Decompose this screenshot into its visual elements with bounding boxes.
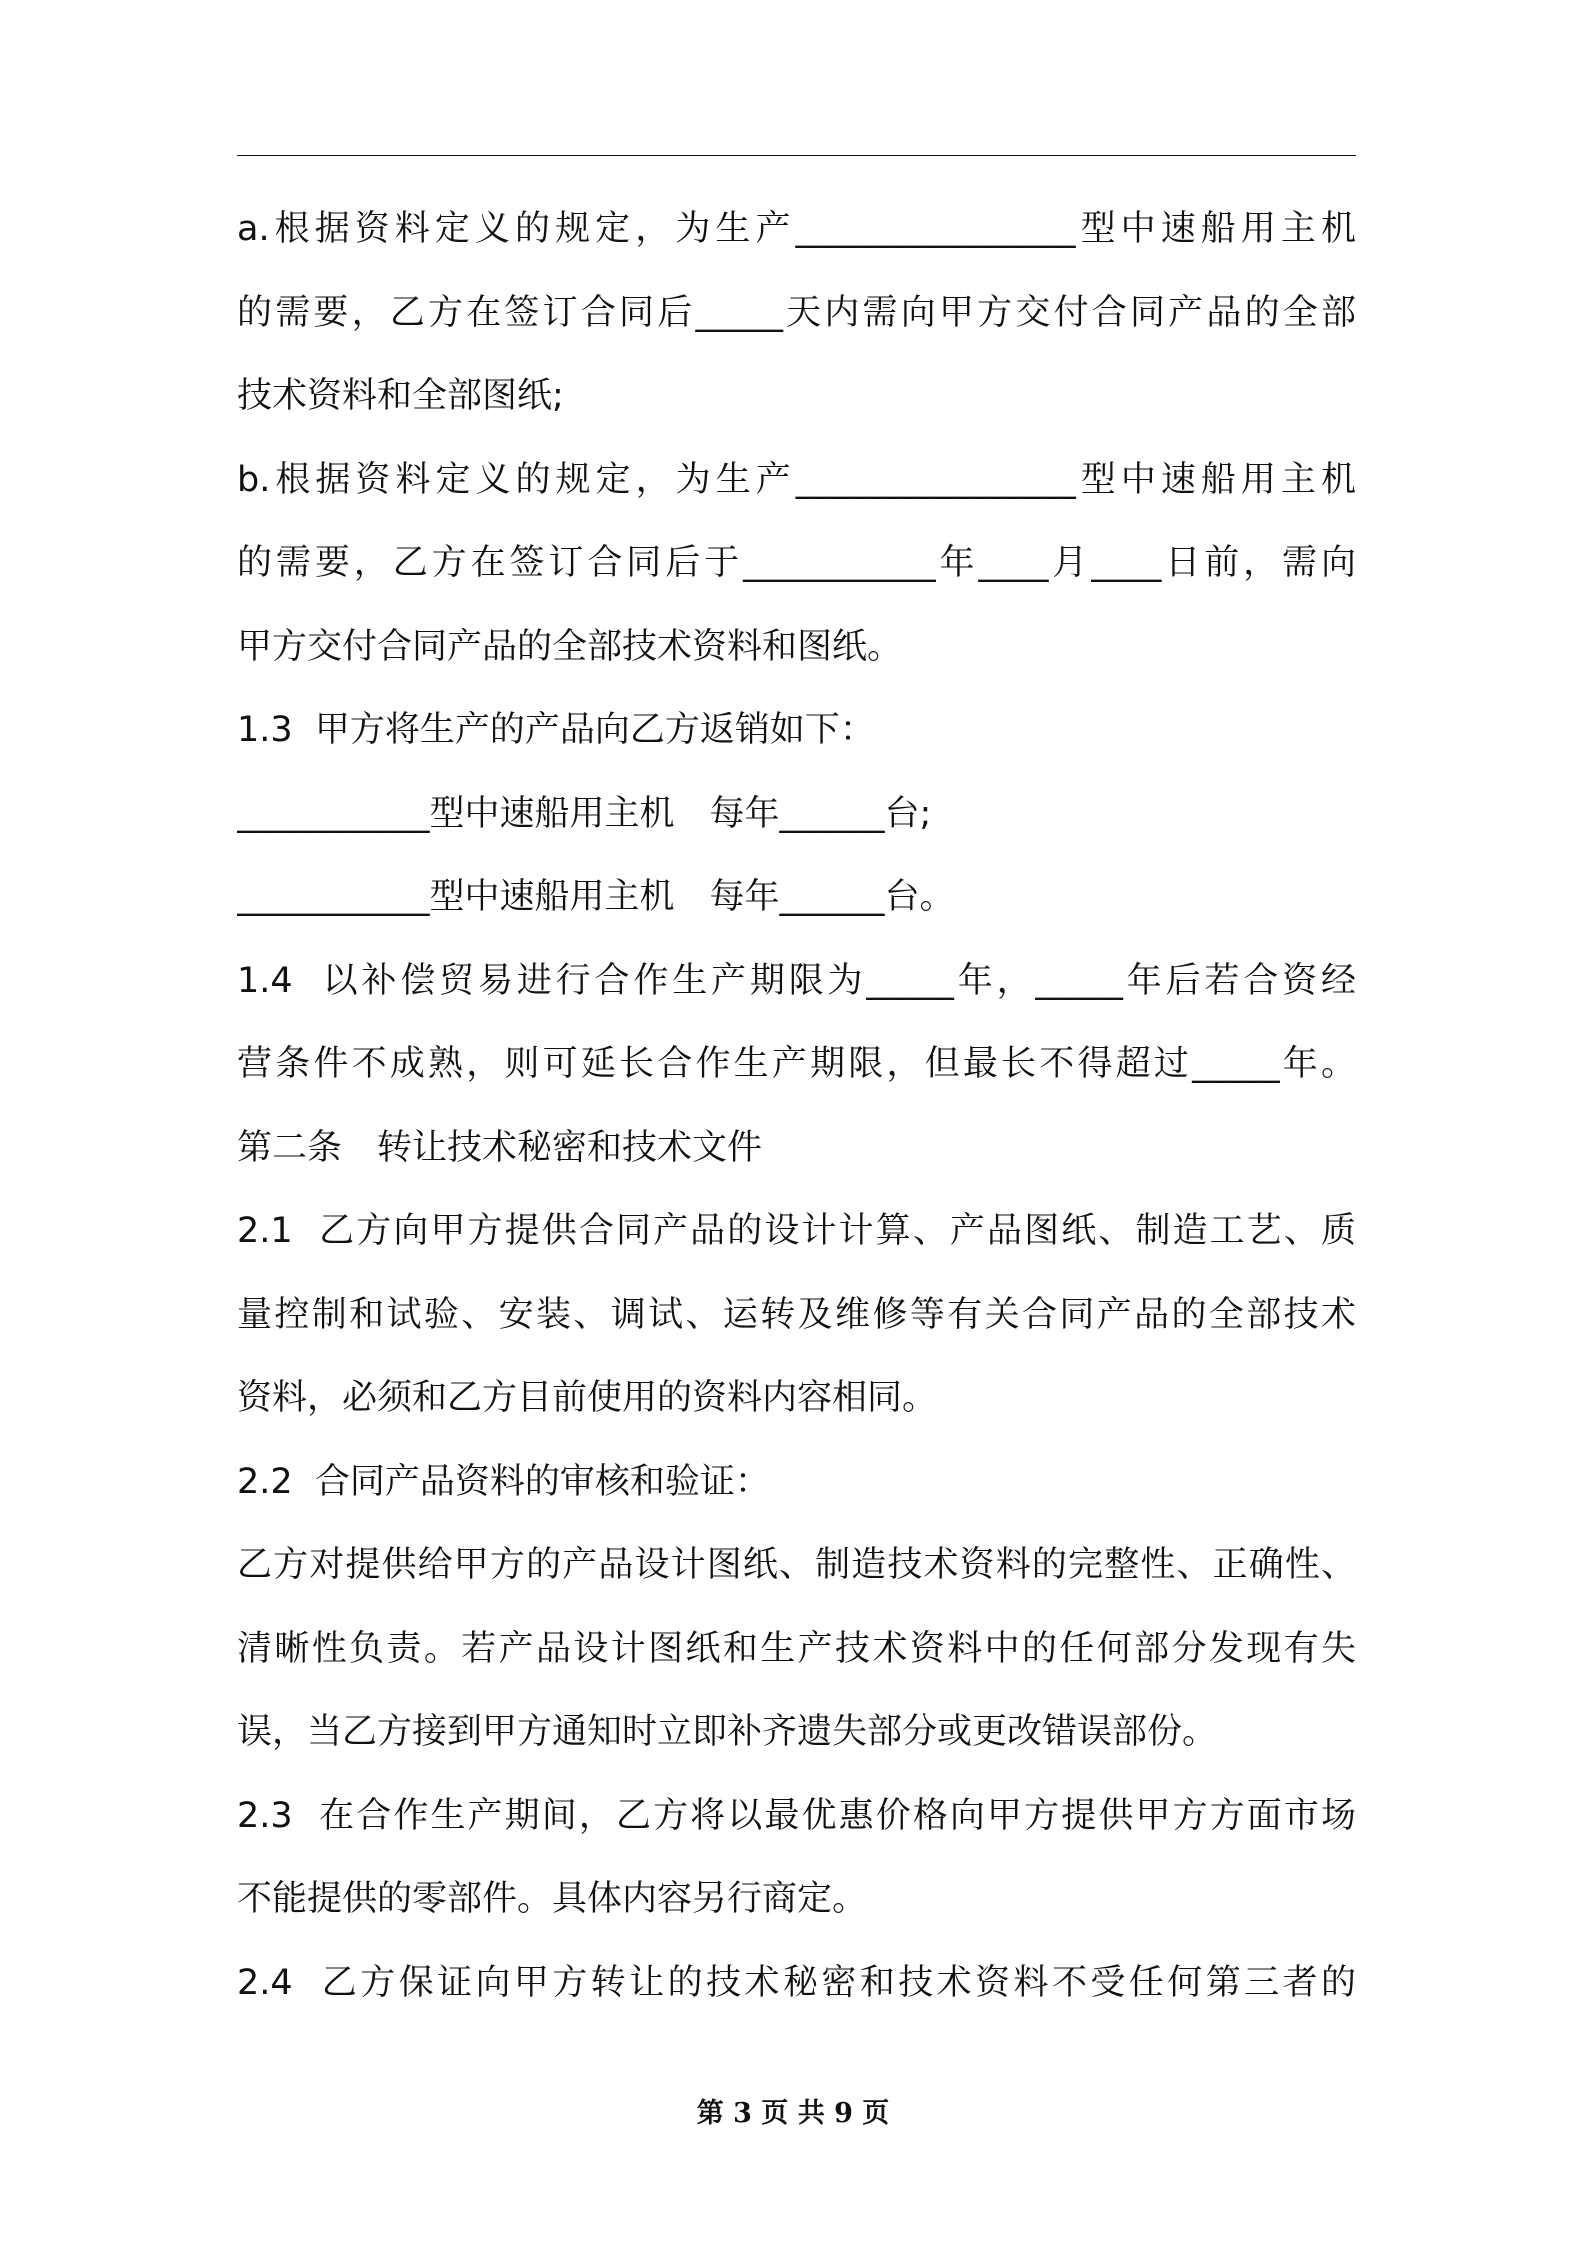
text-line: a.根据资料定义的规定，为生产________________型中速船用主机 xyxy=(237,209,1356,249)
contract-body xyxy=(237,188,1356,2025)
text-line: ___________型中速船用主机 每年______台; xyxy=(237,793,932,834)
text-line: 甲方交付合同产品的全部技术资料和图纸。 xyxy=(237,626,903,667)
page-number-footer: 第 3 页 共 9 页 xyxy=(696,2098,890,2129)
text-line: 不能提供的零部件。具体内容另行商定。 xyxy=(237,1879,868,1919)
text-line: 的需要，乙方在签订合同后_____天内需向甲方交付合同产品的全部 xyxy=(237,292,1356,333)
section-heading-1-3: 1.3 甲方将生产的产品向乙方返销如下： xyxy=(237,710,875,750)
section-heading-2-2: 2.2 合同产品资料的审核和验证： xyxy=(237,1461,770,1502)
article-title: 第二条 转让技术秘密和技术文件 xyxy=(237,1127,763,1168)
text-line: 营条件不成熟，则可延长合作生产期限，但最长不得超过_____年。 xyxy=(237,1044,1356,1084)
text-line: 技术资料和全部图纸; xyxy=(237,376,564,416)
section-heading-2-1: 2.1 乙方向甲方提供合同产品的设计计算、产品图纸、制造工艺、质 xyxy=(237,1211,1356,1251)
text-line: 的需要，乙方在签订合同后于___________年____月____日前，需向 xyxy=(237,543,1356,583)
section-heading-2-3: 2.3 在合作生产期间，乙方将以最优惠价格向甲方提供甲方方面市场 xyxy=(237,1795,1356,1836)
text-line: 资料，必须和乙方目前使用的资料内容相同。 xyxy=(237,1378,938,1418)
section-heading-2-4: 2.4 乙方保证向甲方转让的技术秘密和技术资料不受任何第三者的 xyxy=(237,1962,1356,2003)
text-line: b.根据资料定义的规定，为生产________________型中速船用主机 xyxy=(237,459,1356,500)
text-line: 量控制和试验、安装、调试、运转及维修等有关合同产品的全部技术 xyxy=(237,1294,1356,1335)
text-line: 乙方对提供给甲方的产品设计图纸、制造技术资料的完整性、正确性、 xyxy=(237,1545,1356,1585)
text-line: ___________型中速船用主机 每年______台。 xyxy=(237,877,955,917)
text-line: 误，当乙方接到甲方通知时立即补齐遗失部分或更改错误部份。 xyxy=(237,1712,1218,1752)
section-heading-1-4: 1.4 以补偿贸易进行合作生产期限为_____年，_____年后若合资经 xyxy=(237,960,1356,1001)
header-rule xyxy=(237,155,1356,156)
text-line: 清晰性负责。若产品设计图纸和生产技术资料中的任何部分发现有失 xyxy=(237,1628,1356,1669)
